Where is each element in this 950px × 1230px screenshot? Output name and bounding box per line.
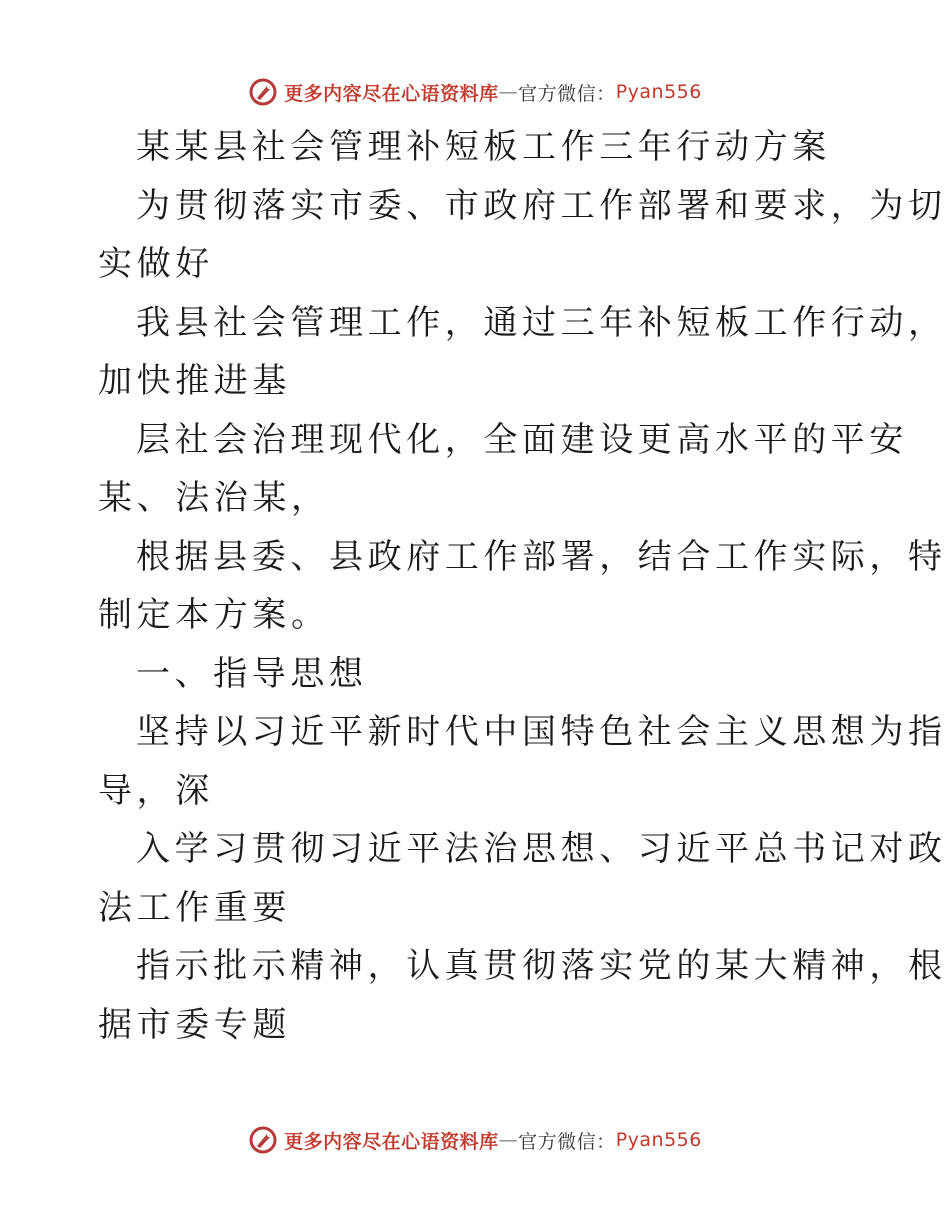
pen-logo-icon — [248, 77, 278, 107]
text-line: 某、法治某， — [98, 478, 330, 518]
text-line: 为贯彻落实市委、市政府工作部署和要求，为切 — [136, 185, 947, 226]
watermark-dash: — — [498, 1129, 519, 1151]
text-line: 导，深 — [98, 770, 214, 811]
text-line: 加快推进基 — [98, 361, 291, 401]
footer-watermark — [0, 1120, 950, 1160]
document-body — [98, 118, 947, 1054]
header-watermark — [0, 72, 950, 112]
watermark-wechat-id: Pyan556 — [615, 81, 702, 103]
watermark-main-text: 更多内容尽在心语资料库 — [284, 1130, 499, 1153]
text-line: 层社会治理现代化，全面建设更高水平的平安 — [136, 419, 908, 460]
watermark-wechat-label: 官方微信： — [518, 82, 616, 105]
text-line: 制定本方案。 — [98, 595, 330, 635]
watermark-wechat-label: 官方微信： — [518, 1130, 616, 1153]
text-line: 一、指导思想 — [136, 653, 368, 694]
text-line: 某某县社会管理补短板工作三年行动方案 — [136, 127, 831, 167]
text-line: 据市委专题 — [98, 1004, 291, 1045]
text-line: 法工作重要 — [98, 887, 291, 928]
watermark-wechat-id: Pyan556 — [615, 1129, 702, 1151]
pen-logo-icon — [248, 1125, 278, 1155]
watermark-dash: — — [498, 81, 519, 103]
text-line: 坚持以习近平新时代中国特色社会主义思想为指 — [136, 712, 947, 752]
text-line: 根据县委、县政府工作部署，结合工作实际，特 — [136, 536, 947, 577]
watermark-main-text: 更多内容尽在心语资料库 — [284, 82, 499, 105]
text-line: 实做好 — [98, 244, 214, 284]
text-line: 入学习贯彻习近平法治思想、习近平总书记对政 — [136, 829, 947, 869]
text-line: 指示批示精神，认真贯彻落实党的某大精神，根 — [136, 946, 947, 986]
text-line: 我县社会管理工作，通过三年补短板工作行动， — [136, 302, 947, 343]
